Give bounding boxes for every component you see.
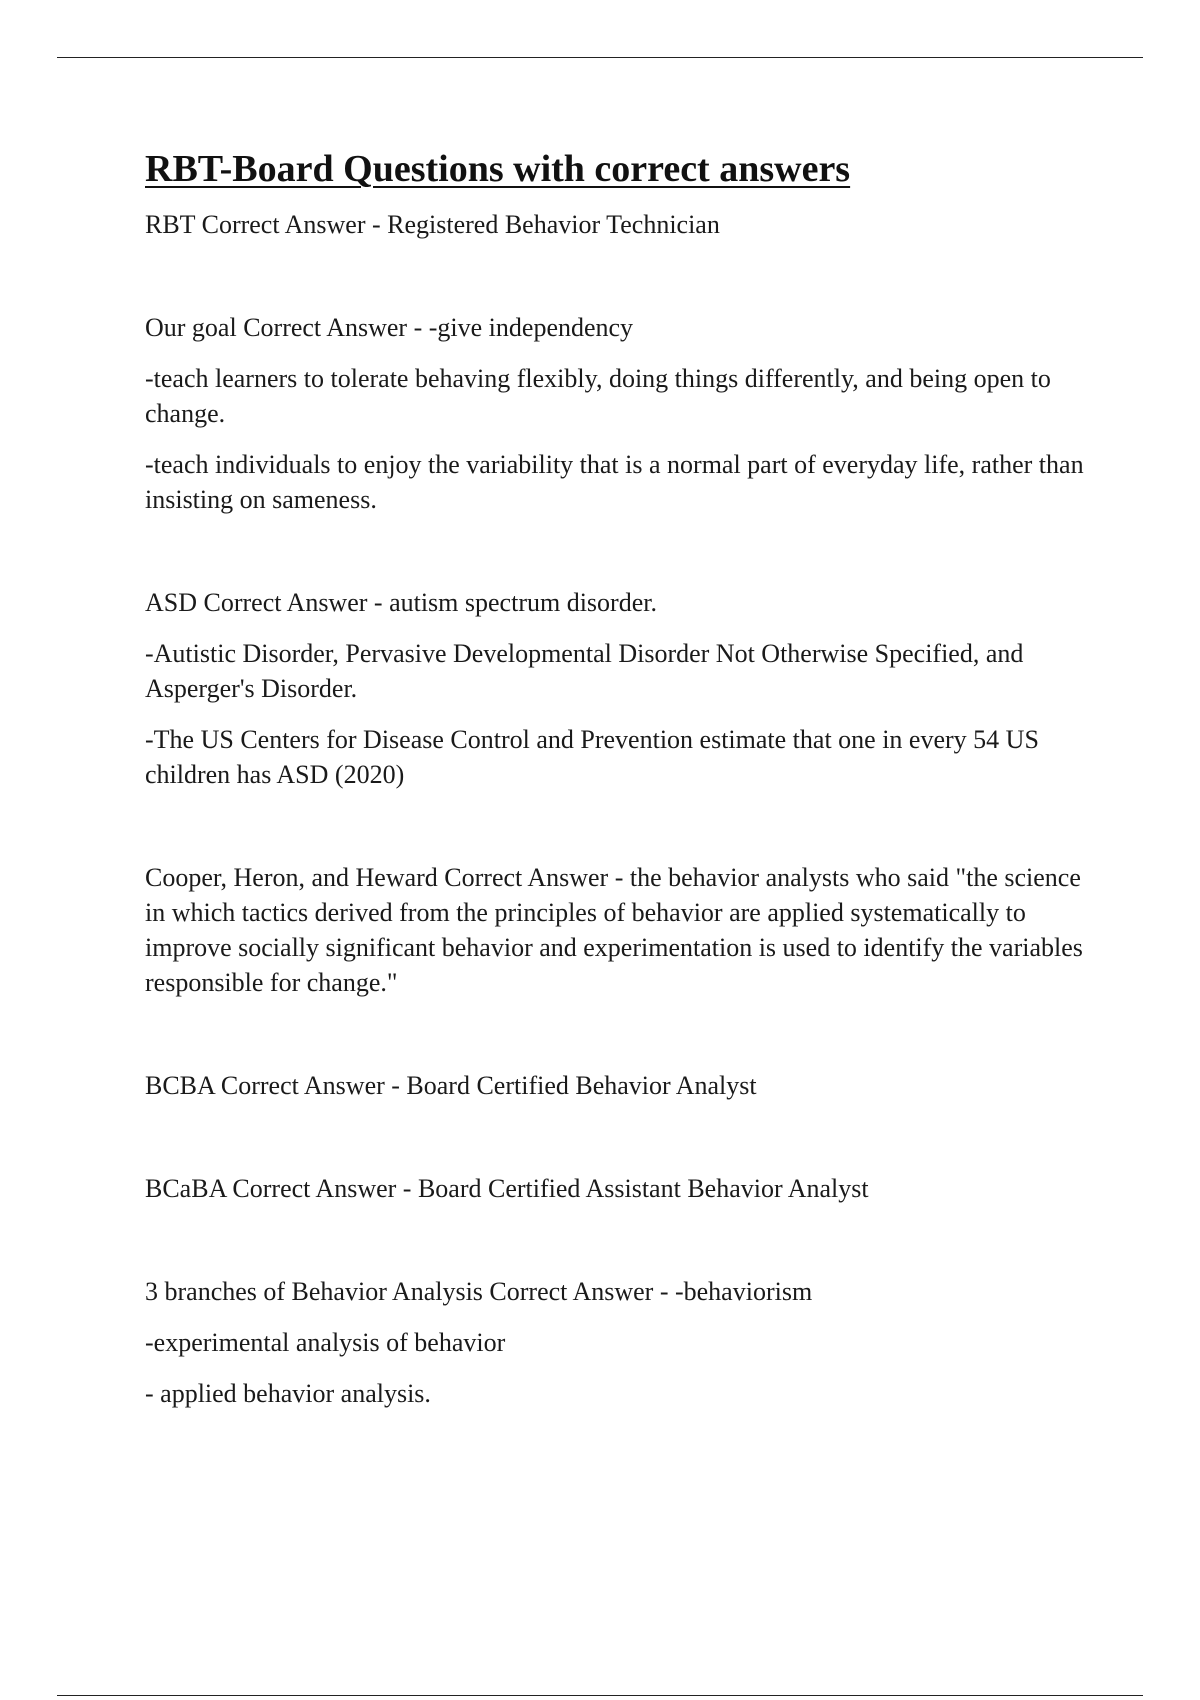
qa-entry-branches <box>145 1274 1085 1411</box>
qa-line: -The US Centers for Disease Control and Prevention estimate that one in every 54 US children has ASD (2020) <box>145 725 1039 789</box>
qa-line: Our goal Correct Answer - -give independency <box>145 313 634 342</box>
qa-entry-rbt <box>145 207 1085 242</box>
qa-entry-our-goal <box>145 310 1085 517</box>
footer-rule <box>57 1695 1143 1696</box>
qa-entry-asd <box>145 585 1085 792</box>
qa-line: 3 branches of Behavior Analysis Correct Answer - -behaviorism <box>145 1277 813 1306</box>
qa-line: ASD Correct Answer - autism spectrum disorder. <box>145 588 657 617</box>
qa-line: -experimental analysis of behavior <box>145 1328 506 1357</box>
qa-line: Cooper, Heron, and Heward Correct Answer - the behavior analysts who said "the science in which tactics derived from the principles of behavior are applied systematically to improve socially significant behavior and experimentation is used to identify the variables responsible for change." <box>145 863 1083 997</box>
qa-line: BCaBA Correct Answer - Board Certified Assistant Behavior Analyst <box>145 1174 869 1203</box>
header-rule <box>57 57 1143 58</box>
qa-line: -teach learners to tolerate behaving flexibly, doing things differently, and being open to change. <box>145 364 1051 428</box>
qa-line: -Autistic Disorder, Pervasive Developmental Disorder Not Otherwise Specified, and Asperger's Disorder. <box>145 639 1024 703</box>
qa-entry-bcba <box>145 1068 1085 1103</box>
qa-line: BCBA Correct Answer - Board Certified Behavior Analyst <box>145 1071 757 1100</box>
qa-line: - applied behavior analysis. <box>145 1379 431 1408</box>
document-title: RBT-Board Questions with correct answers <box>145 148 851 190</box>
qa-line: -teach individuals to enjoy the variability that is a normal part of everyday life, rather than insisting on sameness. <box>145 450 1084 514</box>
qa-entry-cooper-heron-heward <box>145 860 1085 1000</box>
qa-line: RBT Correct Answer - Registered Behavior Technician <box>145 210 720 239</box>
document-body <box>145 143 1085 1411</box>
qa-entry-bcaba <box>145 1171 1085 1206</box>
